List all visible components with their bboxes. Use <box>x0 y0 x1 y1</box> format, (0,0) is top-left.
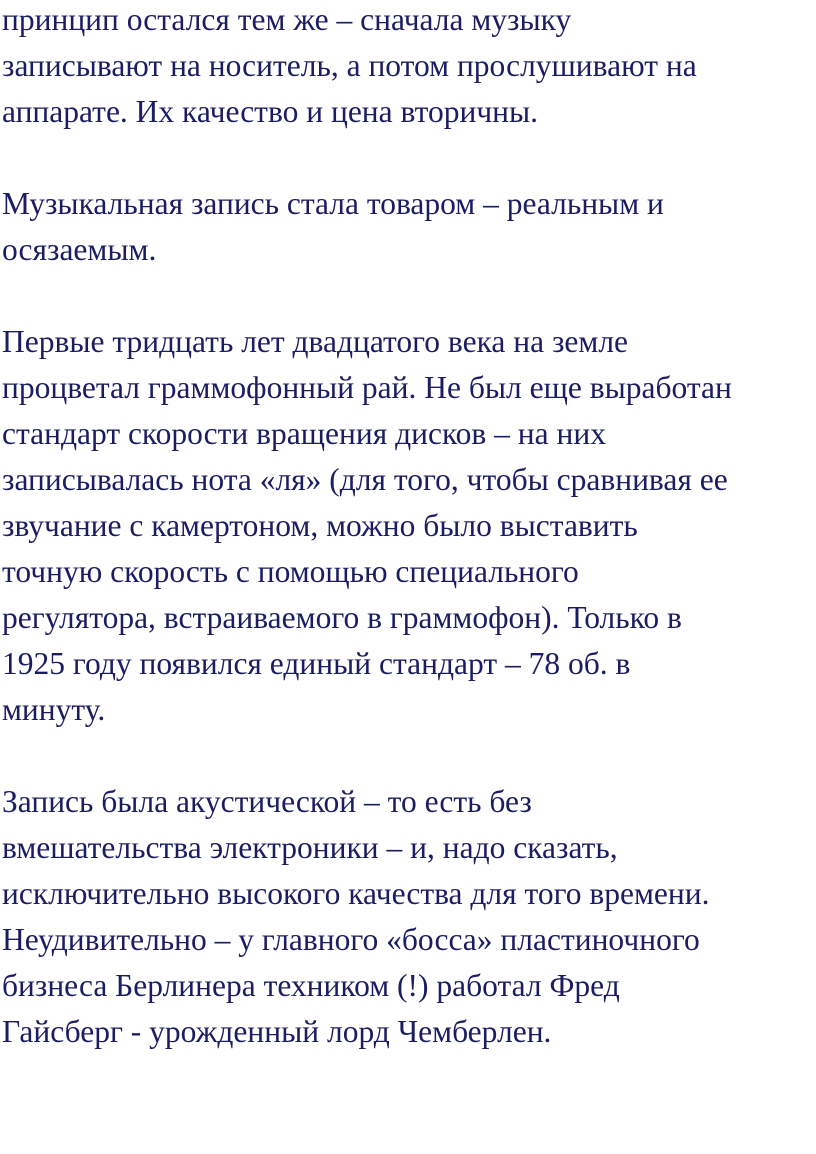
text-line: Музыкальная запись стала товаром – реальным и <box>2 186 664 221</box>
paragraph-3 <box>2 319 816 733</box>
text-line: 1925 году появился единый стандарт – 78 об. в <box>2 646 631 681</box>
paragraph-1 <box>2 0 816 135</box>
text-line: Первые тридцать лет двадцатого века на земле <box>2 324 629 359</box>
text-line: осязаемым. <box>2 232 157 267</box>
text-line: исключительно высокого качества для того времени. <box>2 876 710 911</box>
text-line: минуту. <box>2 692 106 727</box>
paragraph-gap <box>2 733 816 779</box>
text-line: бизнеса Берлинера техником (!) работал Фред <box>2 968 620 1003</box>
text-line: аппарате. Их качество и цена вторичны. <box>2 94 539 129</box>
text-line: принцип остался тем же – сначала музыку <box>2 2 572 37</box>
paragraph-gap <box>2 135 816 181</box>
text-line: регулятора, встраиваемого в граммофон). Только в <box>2 600 682 635</box>
paragraph-4 <box>2 779 816 1055</box>
text-line: записывалась нота «ля» (для того, чтобы сравнивая ее <box>2 462 728 497</box>
paragraph-2 <box>2 181 816 273</box>
text-line: Запись была акустической – то есть без <box>2 784 532 819</box>
text-line: звучание с камертоном, можно было выставить <box>2 508 638 543</box>
text-line: процветал граммофонный рай. Не был еще выработан <box>2 370 732 405</box>
text-line: записывают на носитель, а потом прослушивают на <box>2 48 697 83</box>
text-line: Неудивительно – у главного «босса» пластиночного <box>2 922 700 957</box>
text-line: вмешательства электроники – и, надо сказать, <box>2 830 618 865</box>
text-line: точную скорость с помощью специального <box>2 554 579 589</box>
text-line: Гайсберг - урожденный лорд Чемберлен. <box>2 1014 552 1049</box>
paragraph-gap <box>2 273 816 319</box>
text-line: стандарт скорости вращения дисков – на них <box>2 416 606 451</box>
